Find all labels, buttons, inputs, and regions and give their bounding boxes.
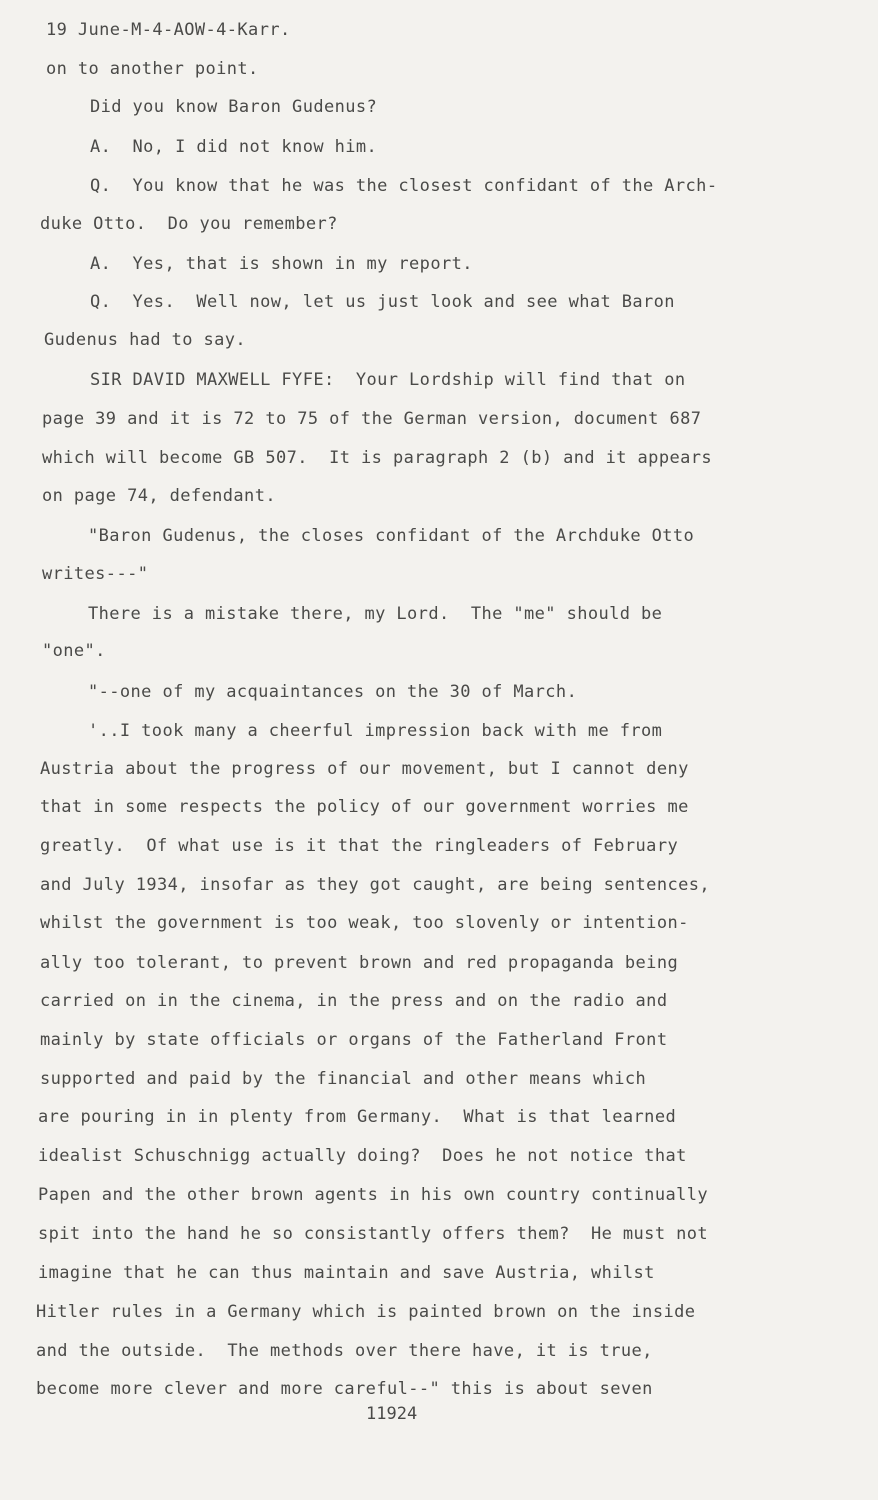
transcript-line: on page 74, defendant. xyxy=(42,486,276,506)
transcript-line: and July 1934, insofar as they got caught, are being sentences, xyxy=(40,875,710,895)
transcript-line: become more clever and more careful--" this is about seven xyxy=(36,1379,653,1399)
transcript-line: "one". xyxy=(42,641,106,661)
transcript-line: "--one of my acquaintances on the 30 of March. xyxy=(88,682,578,702)
transcript-line: that in some respects the policy of our government worries me xyxy=(40,797,689,817)
transcript-line: Gudenus had to say. xyxy=(44,330,247,350)
transcript-line: ally too tolerant, to prevent brown and red propaganda being xyxy=(40,953,679,973)
transcript-line: idealist Schuschnigg actually doing? Does he not notice that xyxy=(38,1146,687,1166)
transcript-line: and the outside. The methods over there have, it is true, xyxy=(36,1341,653,1361)
transcript-line: Q. You know that he was the closest confidant of the Arch- xyxy=(90,176,718,196)
transcript-line: There is a mistake there, my Lord. The "me" should be xyxy=(88,604,663,624)
transcript-line: greatly. Of what use is it that the ringleaders of February xyxy=(40,836,679,856)
transcript-line: are pouring in in plenty from Germany. What is that learned xyxy=(38,1107,677,1127)
transcript-line: '..I took many a cheerful impression back with me from xyxy=(88,721,663,741)
transcript-line: mainly by state officials or organs of the Fatherland Front xyxy=(40,1030,668,1050)
transcript-line: "Baron Gudenus, the closes confidant of the Archduke Otto xyxy=(88,526,695,546)
transcript-line: duke Otto. Do you remember? xyxy=(40,214,338,234)
transcript-line: writes---" xyxy=(42,564,149,584)
transcript-line: Hitler rules in a Germany which is painted brown on the inside xyxy=(36,1302,696,1322)
transcript-line: carried on in the cinema, in the press and on the radio and xyxy=(40,991,668,1011)
transcript-line: imagine that he can thus maintain and save Austria, whilst xyxy=(38,1263,655,1283)
document-header: 19 June-M-4-AOW-4-Karr. xyxy=(46,20,291,40)
transcript-line: Q. Yes. Well now, let us just look and see what Baron xyxy=(90,292,675,312)
transcript-line: spit into the hand he so consistantly offers them? He must not xyxy=(38,1224,708,1244)
transcript-line: page 39 and it is 72 to 75 of the German version, document 687 xyxy=(42,409,702,429)
transcript-line: Did you know Baron Gudenus? xyxy=(90,97,378,117)
transcript-line: Austria about the progress of our movement, but I cannot deny xyxy=(40,759,689,779)
transcript-line: on to another point. xyxy=(46,59,259,79)
transcript-line: SIR DAVID MAXWELL FYFE: Your Lordship will find that on xyxy=(90,370,686,390)
transcript-line: A. Yes, that is shown in my report. xyxy=(90,254,473,274)
transcript-line: which will become GB 507. It is paragraph 2 (b) and it appears xyxy=(42,448,712,468)
transcript-line: Papen and the other brown agents in his own country continually xyxy=(38,1185,708,1205)
transcript-line: A. No, I did not know him. xyxy=(90,137,378,157)
page-number: 11924 xyxy=(366,1404,418,1424)
transcript-line: whilst the government is too weak, too slovenly or intention- xyxy=(40,913,689,933)
transcript-line: supported and paid by the financial and other means which xyxy=(40,1069,647,1089)
